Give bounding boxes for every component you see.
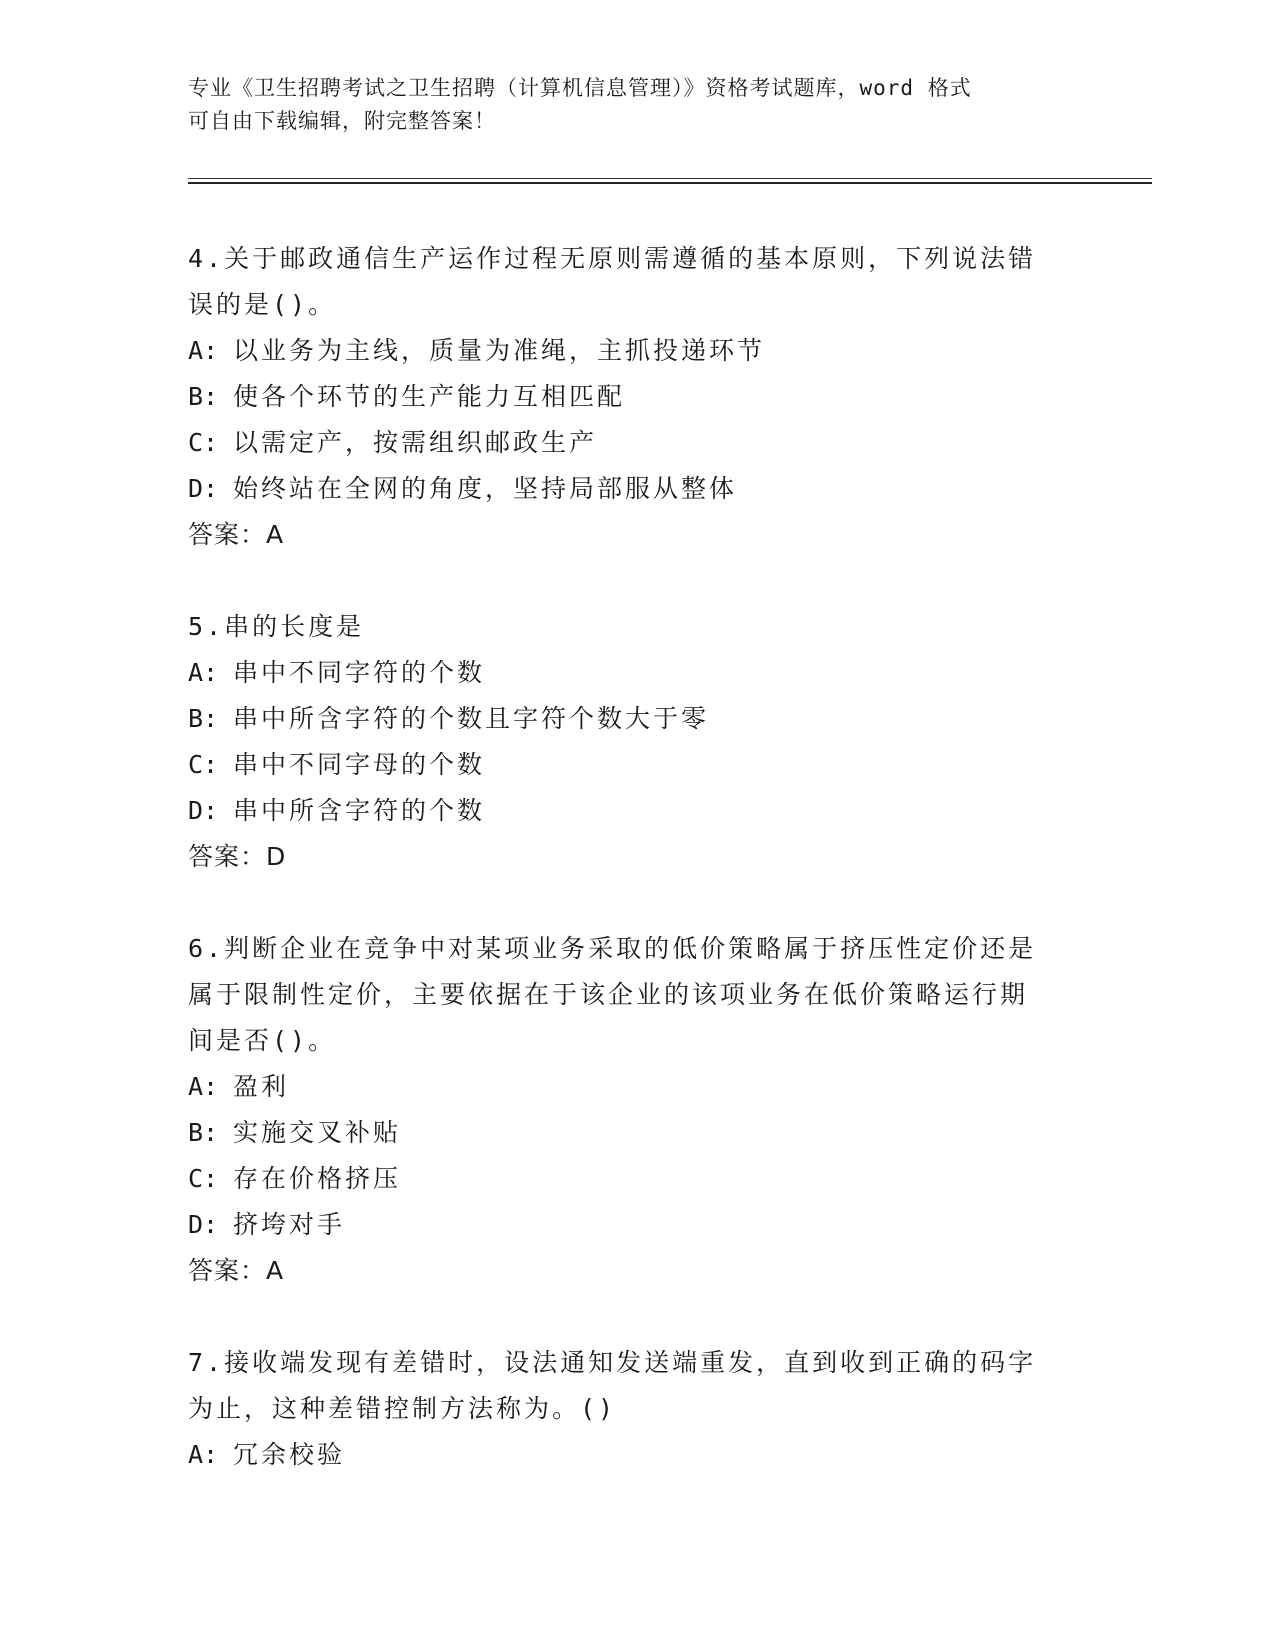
answer-key: 答案：D <box>188 842 287 871</box>
answer-option <box>188 1156 1088 1202</box>
option-letter: B: <box>188 704 219 733</box>
question-block <box>188 1340 1088 1478</box>
option-text: 始终站在全网的角度，坚持局部服从整体 <box>233 474 738 503</box>
document-header <box>188 72 1078 138</box>
question-list <box>188 236 1088 1524</box>
answer-option <box>188 650 1088 696</box>
option-text: 串中所含字符的个数且字符个数大于零 <box>233 704 710 733</box>
option-text: 挤垮对手 <box>233 1210 346 1239</box>
answer-key: 答案：A <box>188 1256 285 1285</box>
answer-option <box>188 1202 1088 1248</box>
answer-option <box>188 374 1088 420</box>
question-stem-line: 间是否()。 <box>188 1026 337 1055</box>
header-line-1: 专业《卫生招聘考试之卫生招聘（计算机信息管理）》资格考试题库，word 格式 <box>188 76 972 100</box>
answer-option <box>188 420 1088 466</box>
question-block <box>188 926 1088 1294</box>
option-letter: C: <box>188 428 219 457</box>
question-stem-line: 5.串的长度是 <box>188 612 365 641</box>
option-text: 盈利 <box>233 1072 290 1101</box>
question-stem-line: 属于限制性定价，主要依据在于该企业的该项业务在低价策略运行期 <box>188 980 1029 1009</box>
answer-option <box>188 696 1088 742</box>
answer-option <box>188 466 1088 512</box>
option-letter: B: <box>188 1118 219 1147</box>
question-stem-line: 4.关于邮政通信生产运作过程无原则需遵循的基本原则，下列说法错 <box>188 244 1037 273</box>
option-letter: C: <box>188 750 219 779</box>
option-letter: D: <box>188 796 219 825</box>
option-text: 使各个环节的生产能力互相匹配 <box>233 382 626 411</box>
option-letter: D: <box>188 1210 219 1239</box>
option-text: 串中不同字母的个数 <box>233 750 486 779</box>
answer-option <box>188 1064 1088 1110</box>
answer-option <box>188 742 1088 788</box>
question-stem-line: 误的是()。 <box>188 290 337 319</box>
option-letter: A: <box>188 658 219 687</box>
option-text: 存在价格挤压 <box>233 1164 402 1193</box>
option-text: 实施交叉补贴 <box>233 1118 402 1147</box>
answer-option <box>188 328 1088 374</box>
question-block <box>188 236 1088 558</box>
answer-option <box>188 1110 1088 1156</box>
option-letter: B: <box>188 382 219 411</box>
option-text: 串中不同字符的个数 <box>233 658 486 687</box>
header-divider-thick <box>188 182 1152 184</box>
answer-key: 答案：A <box>188 520 285 549</box>
header-divider-thin <box>188 178 1152 179</box>
option-text: 以业务为主线，质量为准绳，主抓投递环节 <box>233 336 766 365</box>
option-text: 串中所含字符的个数 <box>233 796 486 825</box>
option-letter: D: <box>188 474 219 503</box>
option-letter: A: <box>188 1072 219 1101</box>
option-letter: A: <box>188 336 219 365</box>
question-stem-line: 为止，这种差错控制方法称为。() <box>188 1394 617 1423</box>
answer-option <box>188 788 1088 834</box>
answer-option <box>188 1432 1088 1478</box>
question-stem-line: 6.判断企业在竞争中对某项业务采取的低价策略属于挤压性定价还是 <box>188 934 1037 963</box>
question-block <box>188 604 1088 880</box>
option-letter: C: <box>188 1164 219 1193</box>
option-letter: A: <box>188 1440 219 1469</box>
header-line-2: 可自由下载编辑，附完整答案！ <box>188 109 496 133</box>
option-text: 以需定产，按需组织邮政生产 <box>233 428 598 457</box>
option-text: 冗余校验 <box>233 1440 346 1469</box>
question-stem-line: 7.接收端发现有差错时，设法通知发送端重发，直到收到正确的码字 <box>188 1348 1037 1377</box>
